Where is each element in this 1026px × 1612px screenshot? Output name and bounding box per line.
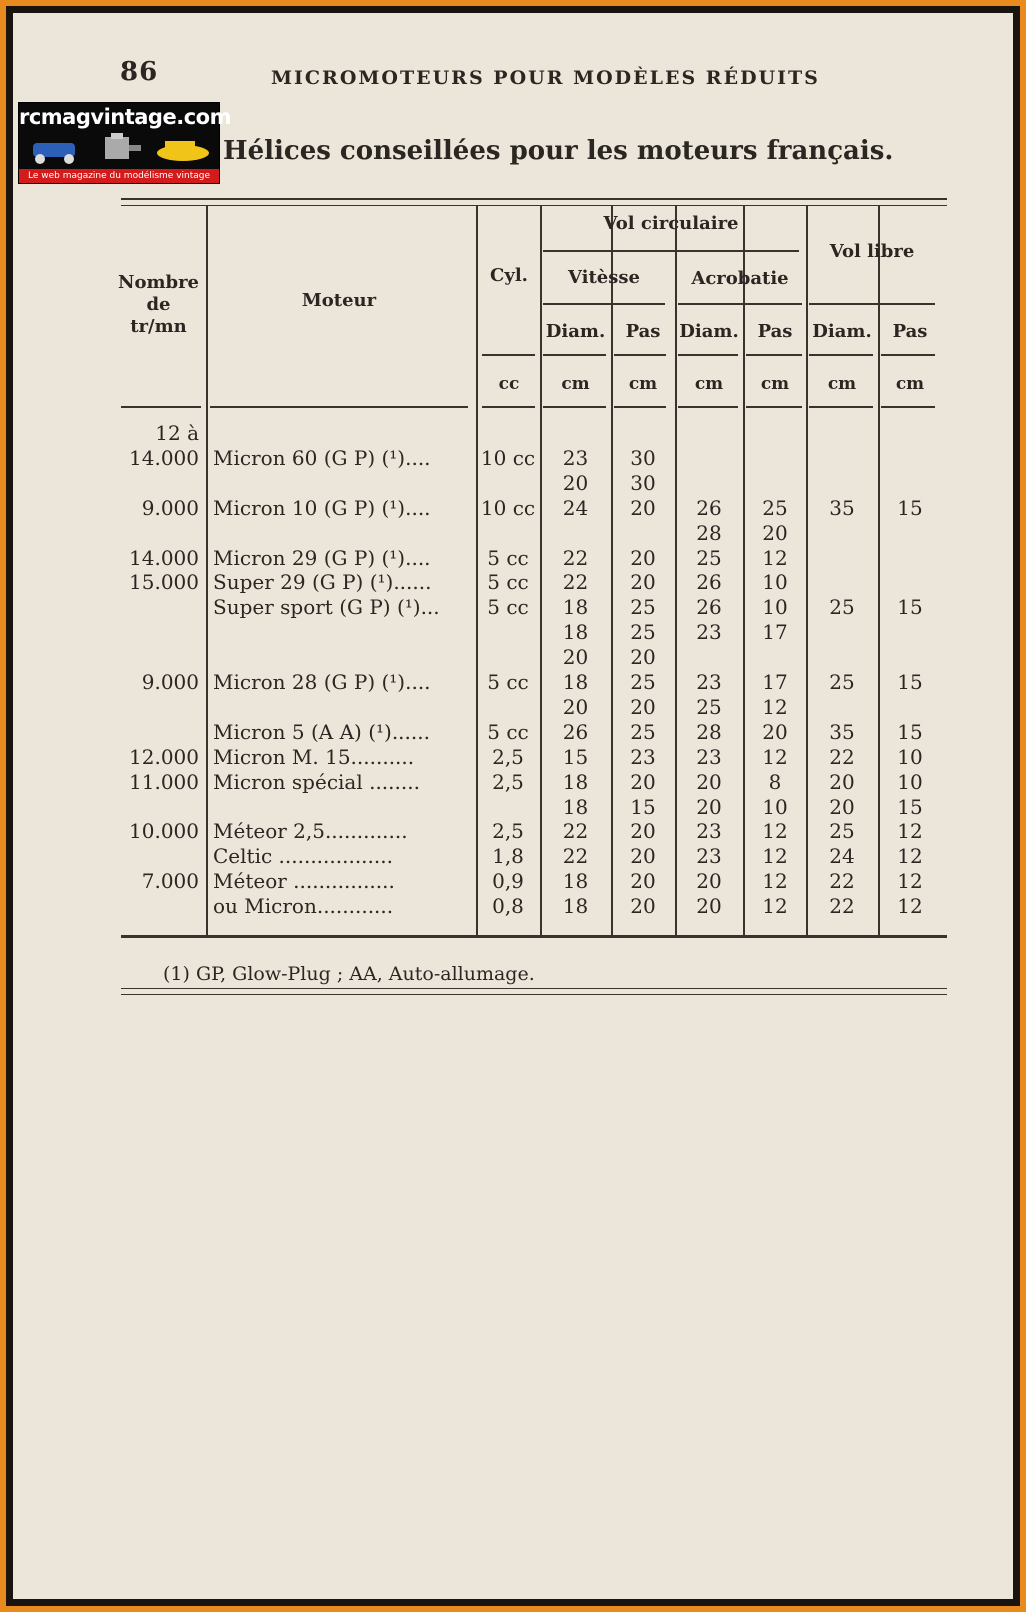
table-cell-motor: Micron 29 (G P) (¹).... xyxy=(213,545,431,570)
table-cell-v-d: 20 xyxy=(562,645,589,670)
table-cell-motor: Micron 5 (A A) (¹)...... xyxy=(213,719,430,744)
site-logo xyxy=(18,102,231,184)
header-rule xyxy=(809,303,935,305)
logo-tagline: Le web magazine du modélisme vintage xyxy=(19,169,219,183)
unit-cm: cm xyxy=(628,374,658,394)
table-cell-l-p: 10 xyxy=(897,744,923,769)
table-cell-l-d: 35 xyxy=(829,495,855,520)
table-title: Hélices conseillées pour les moteurs français. xyxy=(223,136,894,166)
table-cell-v-p: 20 xyxy=(630,570,656,595)
table-cell-l-p: 12 xyxy=(897,819,923,844)
table-cell-l-d: 25 xyxy=(829,670,855,694)
table-cell-motor: Super 29 (G P) (¹)...... xyxy=(213,570,432,595)
header-rule xyxy=(678,354,738,356)
table-cell-a-d: 23 xyxy=(696,744,722,769)
table-cell-a-p: 8 xyxy=(768,769,782,794)
header-libre-pas: Pas xyxy=(892,321,928,342)
table-cell-a-p: 10 xyxy=(762,570,788,595)
header-acrobatie-diam: Diam. xyxy=(679,321,739,342)
table-cell-a-d: 25 xyxy=(696,545,722,570)
header-rule xyxy=(746,406,802,408)
table-cell-a-d: 20 xyxy=(696,869,722,894)
table-cell-a-p: 12 xyxy=(762,744,788,769)
header-rule xyxy=(482,354,535,356)
table-cell-rpm: 9.000 xyxy=(141,670,199,694)
table-cell-rpm: 12 à xyxy=(155,421,199,445)
table-cell-l-d: 20 xyxy=(829,794,855,819)
table-cell-v-p: 25 xyxy=(630,719,656,744)
table-cell-v-p: 20 xyxy=(630,819,656,844)
footnote-rule xyxy=(121,988,947,995)
table-cell-v-d: 22 xyxy=(562,844,589,869)
table-cell-motor: Méteor ................ xyxy=(213,869,395,894)
header-rpm: Nombre de tr/mn xyxy=(117,272,200,337)
table-cell-rpm: 11.000 xyxy=(129,769,199,794)
table-cell-v-d: 20 xyxy=(562,694,589,719)
table-cell-cyl: 10 cc xyxy=(480,495,536,520)
table-cell-v-p: 25 xyxy=(630,595,656,620)
unit-cm: cm xyxy=(694,374,724,394)
table-cell-a-p: 12 xyxy=(762,869,788,894)
table-cell-v-d: 22 xyxy=(562,570,589,595)
table-cell-a-p: 17 xyxy=(762,670,788,694)
table-cell-l-p: 12 xyxy=(897,869,923,894)
table-cell-a-p: 12 xyxy=(762,844,788,869)
header-rule xyxy=(746,354,802,356)
table-cell-v-d: 22 xyxy=(562,819,589,844)
table-cell-v-d: 18 xyxy=(562,794,589,819)
table-cell-v-p: 30 xyxy=(630,470,656,495)
table-cell-a-p: 12 xyxy=(762,894,788,919)
table-cell-l-p: 15 xyxy=(897,719,923,744)
table-cell-cyl: 0,8 xyxy=(492,894,524,919)
table-cell-a-p: 10 xyxy=(762,595,788,620)
book-page xyxy=(13,13,1013,1599)
table-cell-v-d: 18 xyxy=(562,670,589,694)
table-cell-rpm: 10.000 xyxy=(129,819,199,844)
table-cell-v-p: 20 xyxy=(630,769,656,794)
table-cell-v-p: 20 xyxy=(630,545,656,570)
table-cell-a-d: 20 xyxy=(696,794,722,819)
header-rule xyxy=(614,354,666,356)
header-rule xyxy=(543,303,665,305)
header-vitesse-diam: Diam. xyxy=(545,321,606,342)
header-vitesse: Vitèsse xyxy=(568,267,640,288)
table-cell-cyl: 2,5 xyxy=(492,744,524,769)
table-cell-a-p: 20 xyxy=(762,520,788,545)
table-cell-v-p: 25 xyxy=(630,670,656,694)
table-cell-l-d: 22 xyxy=(829,869,855,894)
table-cell-v-d: 23 xyxy=(562,445,589,470)
table-cell-motor: Celtic .................. xyxy=(213,844,393,869)
table-cell-rpm: 15.000 xyxy=(129,570,199,595)
header-rule xyxy=(614,406,666,408)
table-cell-motor: Micron 60 (G P) (¹).... xyxy=(213,445,431,470)
table-cell-cyl: 1,8 xyxy=(492,844,524,869)
table-cell-a-d: 23 xyxy=(696,819,722,844)
table-cell-v-p: 15 xyxy=(630,794,656,819)
table-cell-l-d: 24 xyxy=(829,844,855,869)
table-cell-v-d: 18 xyxy=(562,595,589,620)
table-cell-motor: ou Micron............ xyxy=(213,894,394,919)
table-cell-a-d: 28 xyxy=(696,719,722,744)
unit-cm: cm xyxy=(561,374,590,394)
running-head: MICROMOTEURS POUR MODÈLES RÉDUITS xyxy=(271,67,820,89)
header-vitesse-pas: Pas xyxy=(625,321,661,342)
table-cell-a-p: 17 xyxy=(762,620,788,645)
table-cell-v-d: 18 xyxy=(562,769,589,794)
header-cyl: Cyl. xyxy=(490,265,528,286)
table-cell-a-d: 25 xyxy=(696,694,722,719)
header-rule xyxy=(678,406,738,408)
table-cell-v-p: 30 xyxy=(630,445,656,470)
header-rule xyxy=(809,406,873,408)
table-cell-v-p: 20 xyxy=(630,894,656,919)
table-cell-v-p: 20 xyxy=(630,694,656,719)
table-cell-a-d: 26 xyxy=(696,495,722,520)
table-cell-motor: Micron 10 (G P) (¹).... xyxy=(213,495,431,520)
table-cell-motor: Méteor 2,5............. xyxy=(213,819,408,844)
header-rule xyxy=(543,354,606,356)
table-cell-v-d: 18 xyxy=(562,894,589,919)
logo-models-icon xyxy=(25,133,215,165)
table-cell-cyl: 5 cc xyxy=(487,719,529,744)
unit-cyl: cc xyxy=(498,374,520,394)
table-cell-l-d: 25 xyxy=(829,819,855,844)
table-cell-rpm: 7.000 xyxy=(141,869,199,894)
logo-text: rcmagvintage.com xyxy=(19,105,231,129)
table-cell-v-p: 20 xyxy=(630,645,656,670)
table-cell-l-d: 22 xyxy=(829,744,855,769)
table-cell-rpm: 14.000 xyxy=(129,545,199,570)
bottom-rule xyxy=(121,935,947,938)
table-cell-l-p: 15 xyxy=(897,595,923,620)
table-cell-a-p: 20 xyxy=(762,719,788,744)
table-cell-rpm: 12.000 xyxy=(129,744,199,769)
table-cell-cyl: 10 cc xyxy=(480,445,536,470)
header-acrobatie: Acrobatie xyxy=(691,268,789,289)
header-vol-circulaire: Vol circulaire xyxy=(603,213,739,234)
table-cell-v-d: 22 xyxy=(562,545,589,570)
table-cell-l-d: 20 xyxy=(829,769,855,794)
footnote: (1) GP, Glow-Plug ; AA, Auto-allumage. xyxy=(163,963,535,985)
table-cell-cyl: 5 cc xyxy=(487,570,529,595)
table-cell-motor: Micron 28 (G P) (¹).... xyxy=(213,670,431,694)
table-cell-v-d: 24 xyxy=(562,495,589,520)
table-cell-cyl: 5 cc xyxy=(487,670,529,694)
table-cell-rpm: 9.000 xyxy=(141,495,199,520)
table-cell-l-p: 15 xyxy=(897,794,923,819)
header-rule xyxy=(881,354,935,356)
unit-cm: cm xyxy=(760,374,790,394)
header-rule xyxy=(809,354,873,356)
table-cell-l-p: 15 xyxy=(897,495,923,520)
table-cell-rpm: 14.000 xyxy=(129,445,199,470)
table-cell-v-d: 18 xyxy=(562,869,589,894)
table-cell-a-d: 26 xyxy=(696,570,722,595)
table-cell-v-d: 20 xyxy=(562,470,589,495)
table-cell-v-p: 20 xyxy=(630,869,656,894)
table-cell-l-d: 25 xyxy=(829,595,855,620)
table-cell-cyl: 0,9 xyxy=(492,869,524,894)
header-rule xyxy=(881,406,935,408)
table-cell-v-p: 20 xyxy=(630,844,656,869)
table-cell-cyl: 5 cc xyxy=(487,545,529,570)
table-cell-l-d: 35 xyxy=(829,719,855,744)
table-cell-v-d: 26 xyxy=(562,719,589,744)
table-cell-a-d: 23 xyxy=(696,844,722,869)
table-cell-l-d: 22 xyxy=(829,894,855,919)
header-rule xyxy=(482,406,535,408)
table-cell-motor: Super sport (G P) (¹)... xyxy=(213,595,440,620)
table-cell-l-p: 12 xyxy=(897,894,923,919)
unit-cm: cm xyxy=(895,374,925,394)
page-number: 86 xyxy=(120,57,159,87)
header-rule xyxy=(121,406,201,408)
unit-cm: cm xyxy=(827,374,857,394)
table-cell-motor: Micron M. 15.......... xyxy=(213,744,415,769)
table-cell-v-p: 25 xyxy=(630,620,656,645)
header-acrobatie-pas: Pas xyxy=(757,321,793,342)
table-cell-cyl: 5 cc xyxy=(487,595,529,620)
table-cell-v-p: 20 xyxy=(630,495,656,520)
header-motor: Moteur xyxy=(301,290,377,311)
header-rule xyxy=(678,303,802,305)
table-cell-l-p: 12 xyxy=(897,844,923,869)
header-vol-libre: Vol libre xyxy=(829,241,915,262)
header-rule xyxy=(543,406,606,408)
column-divider xyxy=(206,206,208,936)
table-cell-a-p: 12 xyxy=(762,545,788,570)
table-cell-a-d: 23 xyxy=(696,670,722,694)
table-cell-a-d: 23 xyxy=(696,620,722,645)
table-cell-a-d: 20 xyxy=(696,769,722,794)
table-cell-a-d: 20 xyxy=(696,894,722,919)
table-cell-l-p: 10 xyxy=(897,769,923,794)
table-cell-v-d: 15 xyxy=(562,744,589,769)
table-cell-v-d: 18 xyxy=(562,620,589,645)
table-cell-cyl: 2,5 xyxy=(492,769,524,794)
header-rule xyxy=(210,406,468,408)
table-cell-a-p: 25 xyxy=(762,495,788,520)
header-rule xyxy=(543,250,799,252)
table-cell-a-d: 28 xyxy=(696,520,722,545)
table-cell-a-p: 12 xyxy=(762,694,788,719)
table-cell-cyl: 2,5 xyxy=(492,819,524,844)
top-rule xyxy=(121,198,947,206)
table-cell-motor: Micron spécial ........ xyxy=(213,769,420,794)
table-cell-a-p: 10 xyxy=(762,794,788,819)
table-cell-a-d: 26 xyxy=(696,595,722,620)
table-cell-a-p: 12 xyxy=(762,819,788,844)
table-cell-v-p: 23 xyxy=(630,744,656,769)
table-cell-l-p: 15 xyxy=(897,670,923,694)
header-libre-diam: Diam. xyxy=(812,321,872,342)
